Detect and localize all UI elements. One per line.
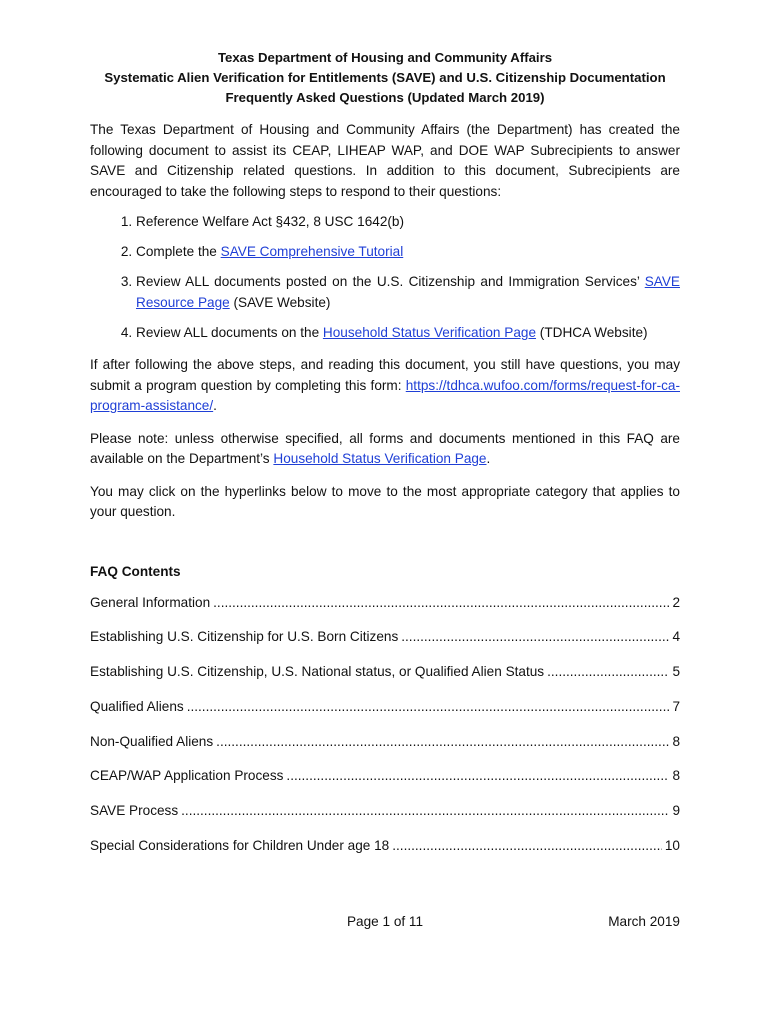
step-3-suffix: (SAVE Website): [229, 294, 331, 310]
step-4: [136, 323, 680, 344]
question-form-text: If after following the above steps, and reading this document, you still have questions, you may submit a program question by completing this form:: [90, 357, 680, 393]
toc-label[interactable]: General Information: [90, 594, 211, 610]
toc-label[interactable]: Special Considerations for Children Under age 18: [90, 838, 390, 854]
toc-page-number: 5: [672, 664, 680, 680]
toc-leader: [286, 766, 669, 786]
toc-row[interactable]: [90, 836, 680, 856]
toc-leader: [216, 732, 669, 752]
toc-page-number: 2: [672, 594, 680, 610]
note-suffix: .: [486, 451, 491, 466]
toc-page-number: 9: [672, 803, 680, 819]
step-4-text: Review ALL documents on the: [136, 324, 323, 340]
document-title: [90, 48, 680, 108]
toc-row[interactable]: [90, 662, 680, 682]
step-1: [136, 212, 680, 233]
title-line-1: Texas Department of Housing and Community Affairs: [217, 50, 553, 65]
toc-leader: [392, 836, 662, 856]
page-number: Page 1 of 11: [346, 914, 424, 929]
step-4-suffix: (TDHCA Website): [536, 324, 648, 340]
toc-page-number: 8: [672, 768, 680, 784]
step-3-text: Review ALL documents posted on the U.S. Citizenship and Immigration Services’: [136, 274, 645, 289]
toc-row[interactable]: [90, 627, 680, 647]
toc-leader: [181, 801, 669, 821]
toc-row[interactable]: [90, 766, 680, 786]
toc-page-number: 10: [664, 838, 680, 854]
step-1-text: Reference Welfare Act §432, 8 USC 1642(b): [136, 214, 404, 229]
save-resource-page-link[interactable]: SAVE Resource Page: [136, 274, 680, 310]
toc-label[interactable]: SAVE Process: [90, 803, 179, 819]
hyperlink-paragraph: You may click on the hyperlinks below to move to the most appropriate category that applies to your question.: [90, 483, 680, 519]
toc-page-number: 4: [672, 629, 680, 645]
toc-page-number: 8: [672, 733, 680, 749]
toc-page-number: 7: [672, 698, 680, 714]
toc-label[interactable]: Non-Qualified Aliens: [90, 733, 214, 749]
toc-row[interactable]: [90, 697, 680, 717]
toc-label[interactable]: CEAP/WAP Application Process: [90, 768, 284, 784]
intro-paragraph: The Texas Department of Housing and Community Affairs (the Department) has created the following document to assist its CEAP, LIHEAP WAP, and DOE WAP Subrecipients to answer SAVE and Citizenship related questions. In addition to this document, Subrecipients are encouraged to take the following steps to respond to their questions:: [90, 122, 680, 199]
assistance-form-link[interactable]: https://tdhca.wufoo.com/forms/request-for-ca-program-assistance/: [90, 377, 680, 413]
toc-leader: [213, 593, 669, 613]
title-line-2: Systematic Alien Verification for Entitlements (SAVE) and U.S. Citizenship Documentation: [104, 70, 666, 85]
steps-list: [90, 212, 680, 343]
toc-label[interactable]: Establishing U.S. Citizenship, U.S. National status, or Qualified Alien Status: [90, 664, 545, 680]
toc-row[interactable]: [90, 732, 680, 752]
toc-label[interactable]: Establishing U.S. Citizenship for U.S. Born Citizens: [90, 629, 399, 645]
toc-row[interactable]: [90, 801, 680, 821]
title-line-3: Frequently Asked Questions (Updated March 2019): [225, 90, 545, 105]
toc-leader: [401, 627, 669, 647]
faq-heading: FAQ Contents: [90, 563, 181, 579]
step-2: [136, 242, 680, 263]
save-tutorial-link[interactable]: SAVE Comprehensive Tutorial: [220, 244, 404, 259]
footer-date: March 2019: [608, 914, 680, 929]
step-3: [136, 272, 680, 313]
household-status-link-2[interactable]: Household Status Verification Page: [273, 451, 487, 466]
step-2-text: Complete the: [136, 244, 221, 259]
household-status-link[interactable]: Household Status Verification Page: [322, 324, 537, 340]
toc-leader: [547, 662, 669, 682]
faq-table-of-contents: [90, 593, 680, 857]
question-form-paragraph: [90, 355, 680, 417]
toc-row[interactable]: [90, 593, 680, 613]
toc-leader: [187, 697, 670, 717]
toc-label[interactable]: Qualified Aliens: [90, 698, 184, 714]
note-paragraph: [90, 429, 680, 470]
question-form-suffix: .: [213, 398, 217, 413]
note-text: Please note: unless otherwise specified, all forms and documents mentioned in this FAQ are available on the Department’s: [90, 430, 680, 466]
